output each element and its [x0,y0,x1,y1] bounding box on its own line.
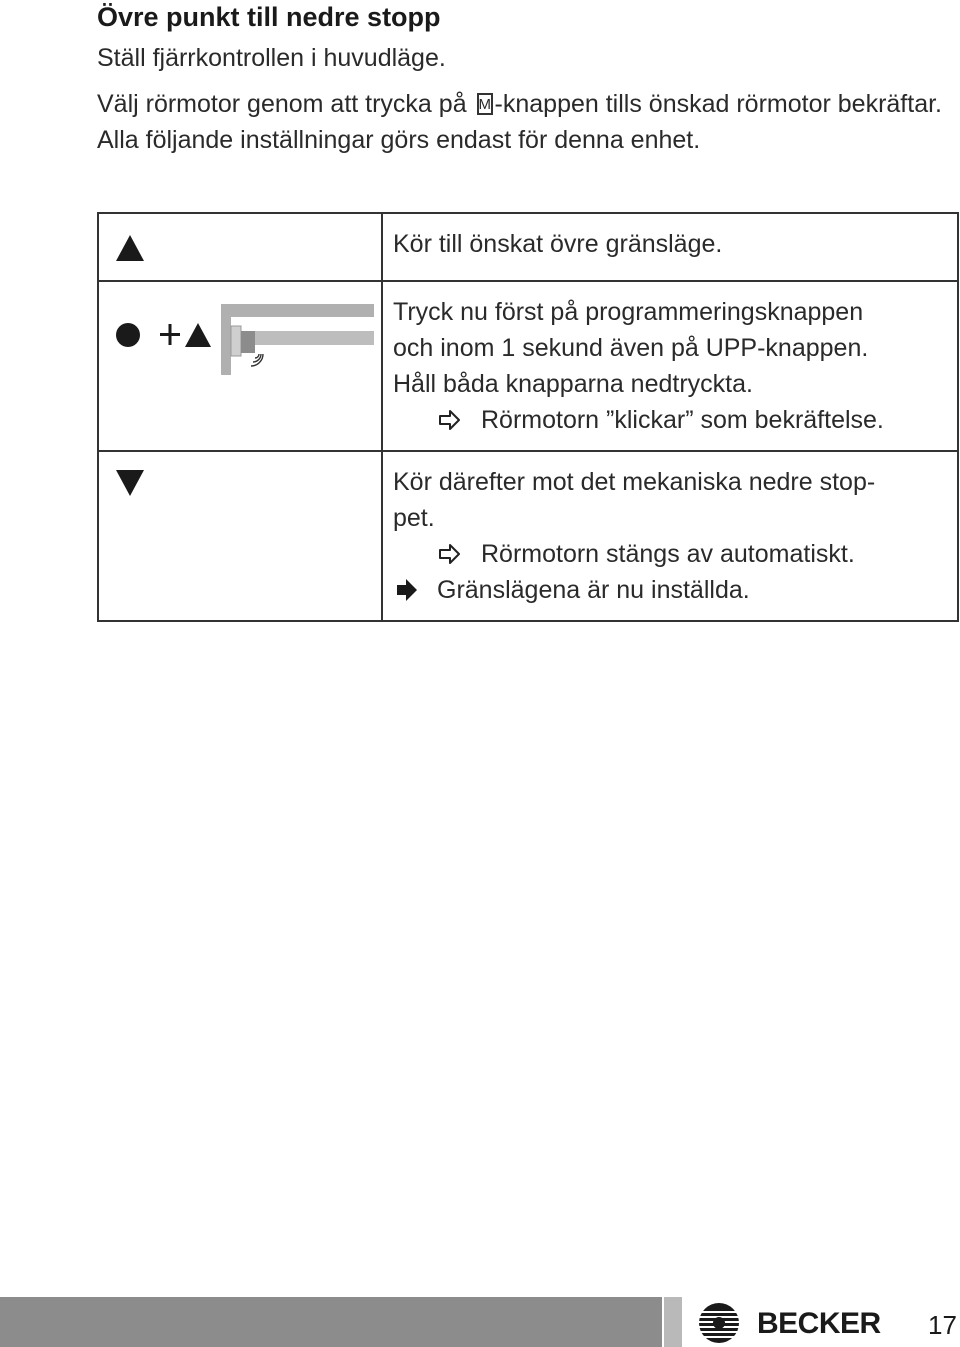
step-3-result [393,536,949,572]
step-3-final-text: Gränslägena är nu inställda. [437,576,750,604]
step-2-result [393,402,949,438]
step-3-line-2: pet. [393,504,435,532]
footer-bar-accent [664,1297,682,1347]
step-1-text: Kör till önskat övre gränsläge. [393,230,723,258]
final-arrow-icon [395,572,419,608]
step-3-result-text: Rörmotorn stängs av automatiskt. [481,540,855,568]
brand-name: BECKER [757,1307,881,1340]
intro-line-2 [97,86,947,122]
step-row-3 [98,451,958,621]
step-3-final [393,572,949,608]
step-2-symbol-cell [98,281,382,451]
result-arrow-icon [437,402,463,438]
step-row-1 [98,213,958,281]
step-3-line-1: Kör därefter mot det mekaniska nedre stop- [393,468,876,496]
intro-line-3: Alla följande inställningar görs endast för denna enhet. [97,126,701,154]
page-number: 17 [928,1310,957,1340]
page-heading: Övre punkt till nedre stopp [97,2,441,32]
m-key-icon: M [477,93,493,115]
tube-motor-icon [221,304,377,376]
step-2-text-cell [382,281,958,451]
intro-line-2-end: -knappen tills önskad rörmotor bekräftar. [494,90,942,118]
step-2-line-2: och inom 1 sekund även på UPP-knappen. [393,334,869,362]
becker-logo-icon [698,1302,740,1344]
footer-bar [0,1297,662,1347]
step-2-line-3: Håll båda knapparna nedtryckta. [393,370,753,398]
step-3-text-cell [382,451,958,621]
step-3-symbol-cell [98,451,382,621]
step-1-text-cell [382,213,958,281]
steps-table [97,212,959,622]
down-triangle-icon [115,468,145,498]
result-arrow-icon [437,536,463,572]
up-triangle-icon [185,323,211,347]
step-1-symbol-cell [98,213,382,281]
plus-icon [160,324,180,345]
step-2-line-1: Tryck nu först på programmeringsknappen [393,298,864,326]
step-2-result-text: Rörmotorn ”klickar” som bekräftelse. [481,406,884,434]
intro-line-1: Ställ fjärrkontrollen i huvudläge. [97,44,446,72]
up-triangle-icon [115,234,145,262]
program-dot-icon [116,323,140,347]
program-plus-up-icons [115,318,215,352]
intro-line-2-start: Välj rörmotor genom att trycka på [97,90,474,118]
step-row-2 [98,281,958,451]
intro-text [97,40,947,158]
